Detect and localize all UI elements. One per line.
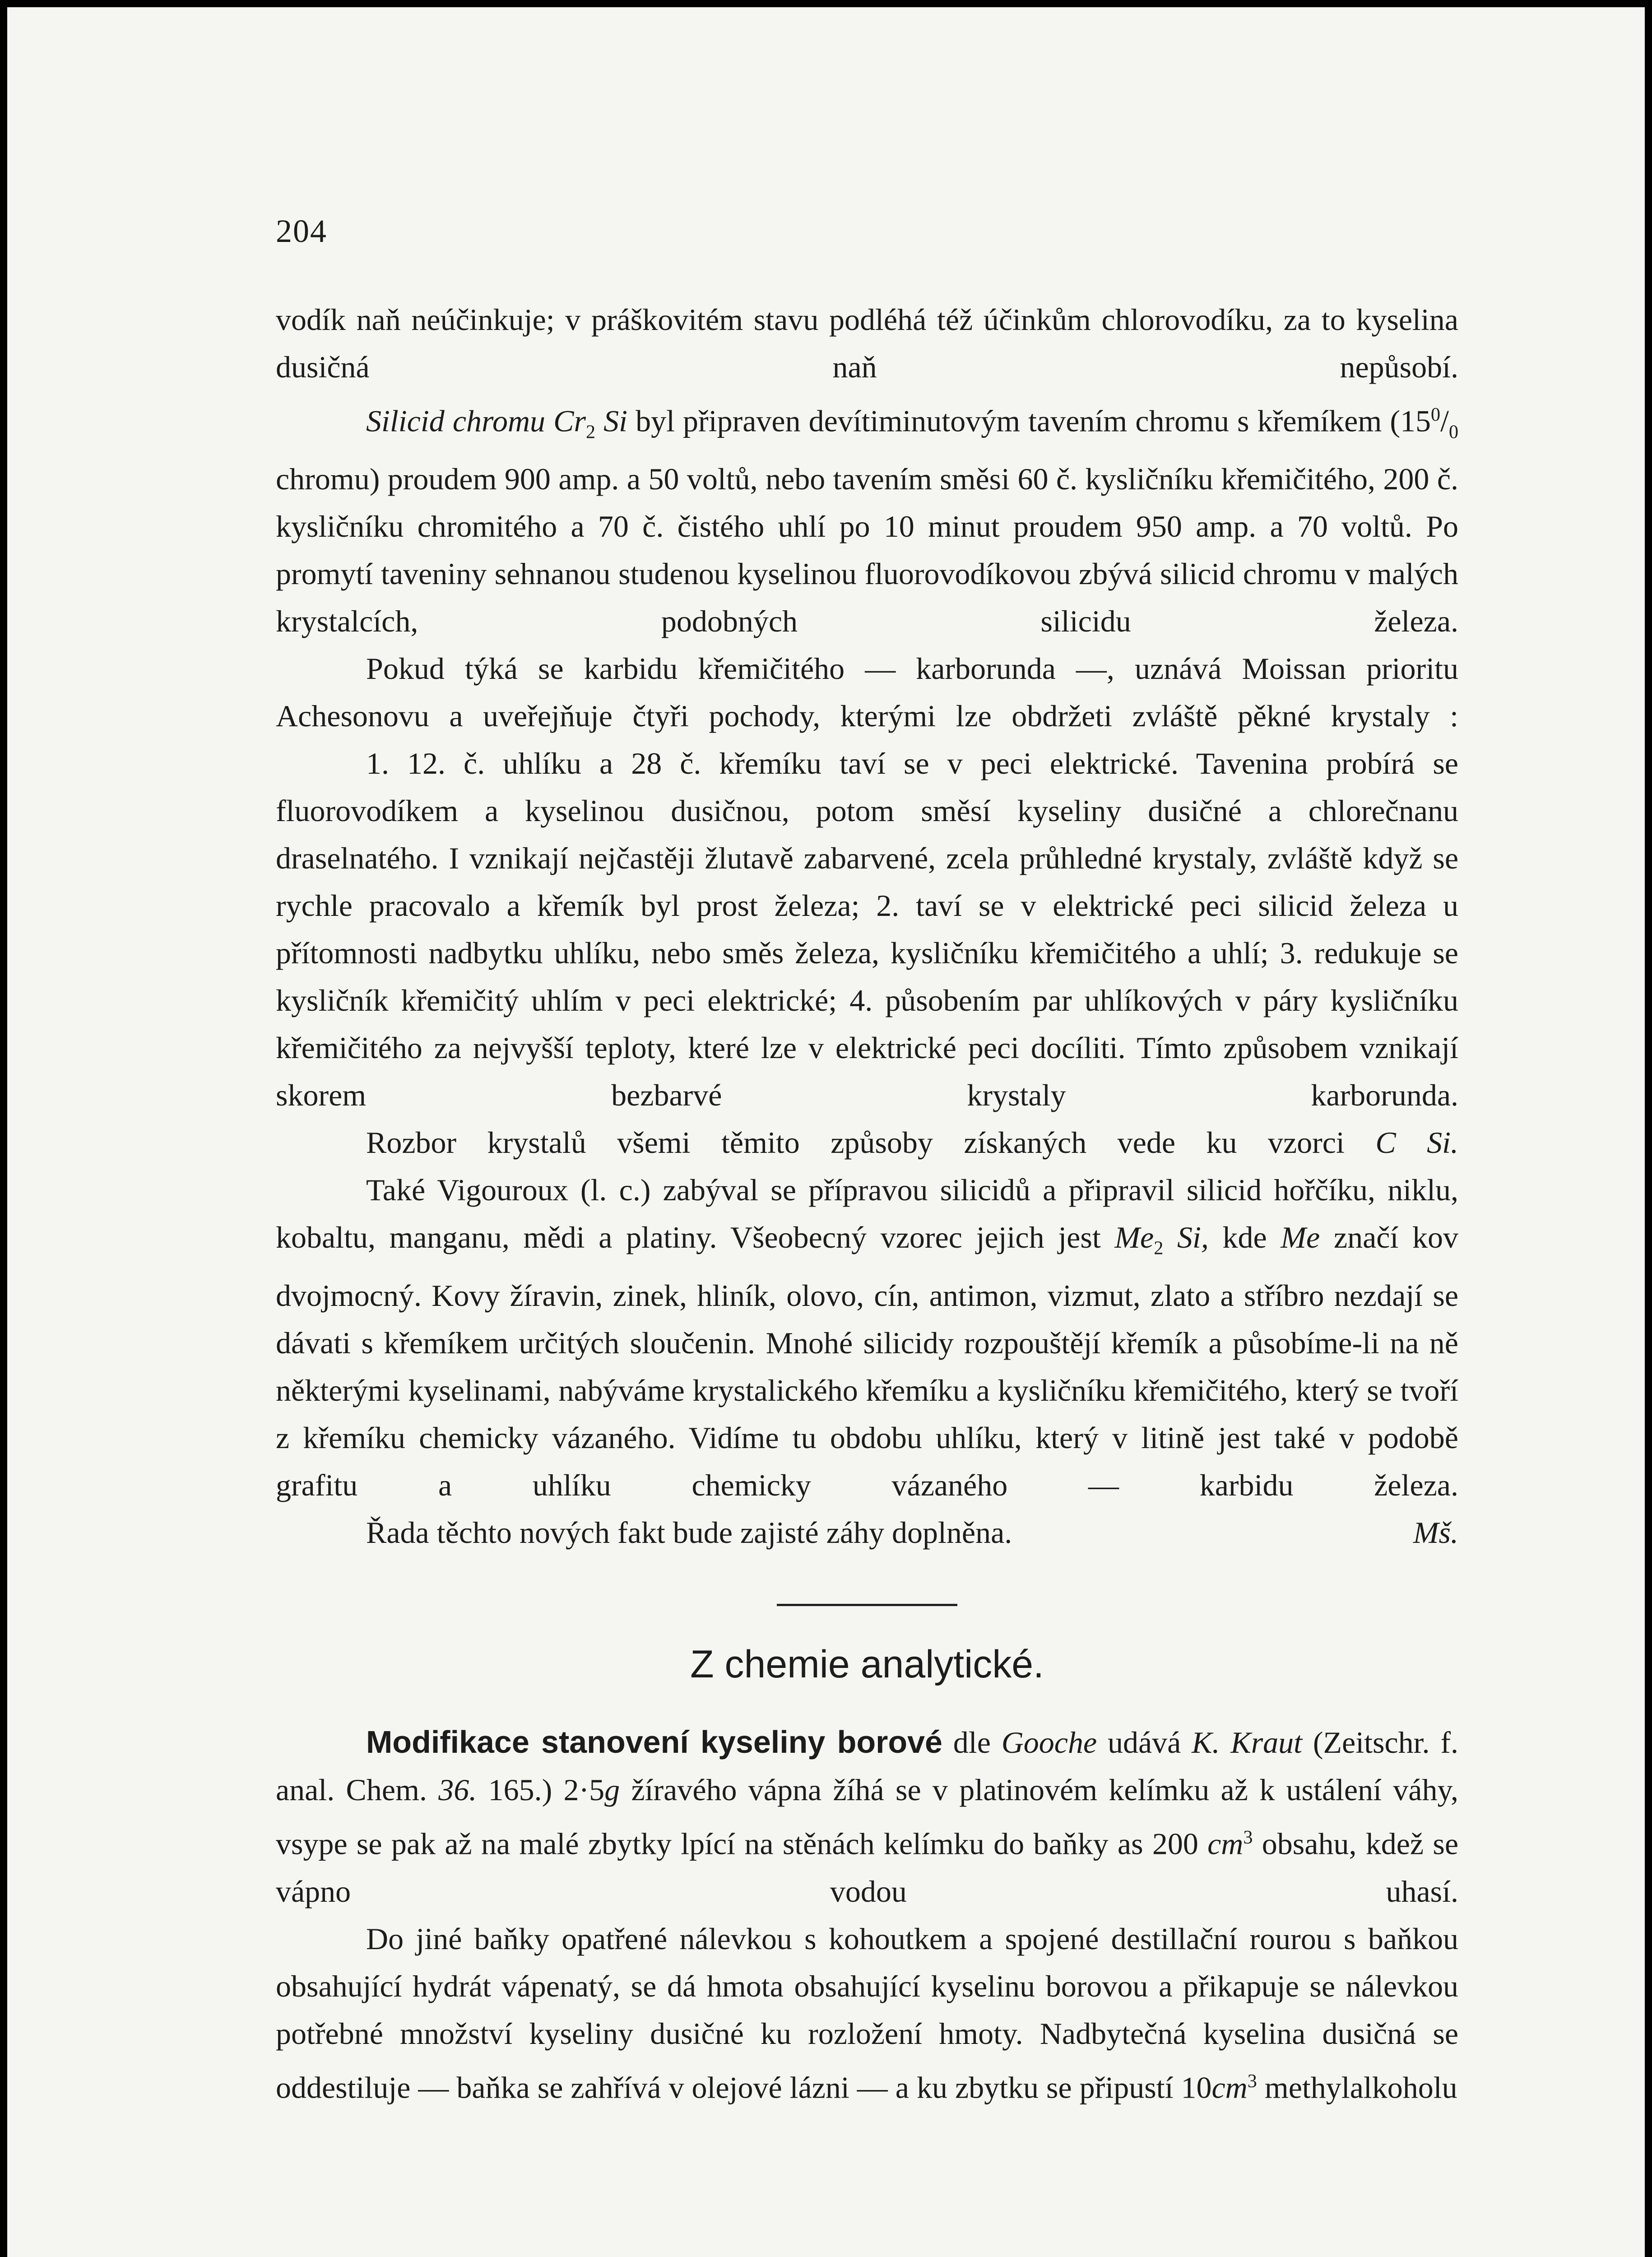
paragraph-distillation	[276, 1915, 1458, 2112]
formula-me: Me	[1114, 1220, 1154, 1255]
unit-superscript: 3	[1247, 2070, 1257, 2092]
percent-sub: 0	[1448, 421, 1459, 443]
document-page	[7, 7, 1645, 2257]
paragraph-vigouroux	[276, 1166, 1458, 1509]
section-divider	[777, 1604, 957, 1606]
unit-cm: cm	[1211, 2070, 1248, 2105]
text-segment: byl připraven devítiminutovým tavením chromu s křemíkem (15	[636, 404, 1431, 438]
formula-si: Si	[603, 404, 628, 438]
formula-csi: C Si.	[1375, 1125, 1459, 1160]
text-segment: 165.) 2·5	[488, 1772, 605, 1807]
compound-name: Silicid chromu	[366, 404, 546, 438]
formula-me: Me	[1281, 1220, 1320, 1255]
author-signature: Mš.	[1413, 1515, 1458, 1550]
unit-cm: cm	[1207, 1826, 1244, 1861]
percent-sup: 0	[1430, 404, 1441, 425]
text-segment: Rozbor krystalů všemi těmito způsoby získaných vede ku vzorci	[366, 1125, 1345, 1160]
text-segment: Do jiné baňky opatřené nálevkou s kohoutkem a spojené destillační rourou s baňkou obsahující hydrát vápenatý, se dá hmota obsahující kyselinu borovou a přikapuje se nálevkou potřebné množství kyseliny dusičné ku rozložení hmoty. Nadbytečná kyselina dusičná se oddestiluje — baňka se zahřívá v olejové lázni — a ku zbytku se připustí 10	[276, 1921, 1458, 2105]
author-name: Gooche	[1001, 1725, 1097, 1760]
unit-gram: g	[604, 1772, 620, 1807]
text-segment: kde	[1222, 1220, 1267, 1255]
paragraph-boric-acid	[276, 1718, 1458, 1915]
paragraph-closing	[276, 1509, 1458, 1556]
formula-subscript: 2	[585, 421, 596, 443]
percent-slash: /	[1440, 404, 1449, 438]
section-heading: Z chemie analytické.	[690, 1642, 1044, 1686]
page-number: 204	[276, 213, 327, 249]
formula-subscript: 2	[1154, 1237, 1164, 1259]
text-segment: obsahu, kdež se vápno vodou uhasí.	[276, 1826, 1459, 1909]
volume-number: 36.	[438, 1772, 477, 1807]
author-name: K. Kraut	[1192, 1725, 1303, 1760]
paragraph-carborundum: Pokud týká se karbidu křemičitého — karborunda —, uznává Moissan prioritu Achesonovu a uveřejňuje čtyři pochody, kterými lze obdržeti zvláště pěkné krystaly :	[276, 651, 1458, 734]
text-segment: dle	[953, 1725, 991, 1760]
body-text	[276, 296, 1458, 2111]
text-segment: značí kov dvojmocný. Kovy žíravin, zinek, hliník, olovo, cín, antimon, vizmut, zlato a stříbro nezdají se dávati s křemíkem určitých sloučenin. Mnohé silicidy rozpouštějí křemík a působíme-li na ně některými kyselinami, nabýváme krystalického křemíku a kysličníku křemičitého, který se tvoří z křemíku chemicky vázaného. Vidíme tu obdobu uhlíku, který v litině jest také v podobě grafitu a uhlíku chemicky vázaného — karbidu železa.	[276, 1220, 1459, 1502]
paragraph-analysis	[276, 1119, 1458, 1166]
formula-cr: Cr	[553, 404, 586, 438]
paragraph-continuation: vodík naň neúčinkuje; v práškovitém stavu podléhá též účinkům chlorovodíku, za to kyselina dusičná naň nepůsobí.	[276, 302, 1458, 384]
closing-text: Řada těchto nových fakt bude zajisté záhy doplněna.	[366, 1515, 1012, 1550]
text-segment: Také Vigouroux (l. c.) zabýval se přípravou silicidů a připravil silicid hořčíku, niklu, kobaltu, manganu, mědi a platiny. Všeobecný vzorec jejich jest	[276, 1173, 1458, 1255]
text-segment: (Zeitschr. f. anal. Chem.	[276, 1725, 1458, 1807]
formula-si: Si,	[1177, 1220, 1209, 1255]
paragraph-methods: 1. 12. č. uhlíku a 28 č. křemíku taví se v peci elektrické. Tavenina probírá se fluorovodíkem a kyselinou dusičnou, potom směsí kyseliny dusičné a chlorečnanu draselnatého. I vznikají nejčastěji žlutavě zabarvené, zcela průhledné krystaly, zvláště když se rychle pracovalo a křemík byl prost železa; 2. taví se v elektrické peci silicid železa u přítomnosti nadbytku uhlíku, nebo směs železa, kysličníku křemičitého a uhlí; 3. redukuje se kysličník křemičitý uhlím v peci elektrické; 4. působením par uhlíkových v páry kysličníku křemičitého za nejvyšší teploty, které lze v elektrické peci docíliti. Tímto způsobem vznikají skorem bezbarvé krystaly karborunda.	[276, 746, 1458, 1113]
article-title: Modifikace stanovení kyseliny borové	[366, 1724, 942, 1760]
text-segment: chromu) proudem 900 amp. a 50 voltů, nebo tavením směsi 60 č. kysličníku křemičitého, 200 č. kysličníku chromitého a 70 č. čistého uhlí po 10 minut proudem 950 amp. a 70 voltů. Po promytí taveniny sehnanou studenou kyselinou fluorovodíkovou zbývá silicid chromu v malých krystalcích, podobných silicidu železa.	[276, 462, 1458, 639]
paragraph-chromium-silicide	[276, 391, 1458, 645]
text-segment: methylalkoholu	[1264, 2070, 1457, 2105]
text-segment: udává	[1107, 1725, 1181, 1760]
unit-superscript: 3	[1243, 1826, 1253, 1848]
text-segment: žíravého vápna žíhá se v platinovém kelímku až k ustálení váhy, vsype se pak až na malé zbytky lpící na stěnách kelímku do baňky as 200	[276, 1772, 1459, 1861]
